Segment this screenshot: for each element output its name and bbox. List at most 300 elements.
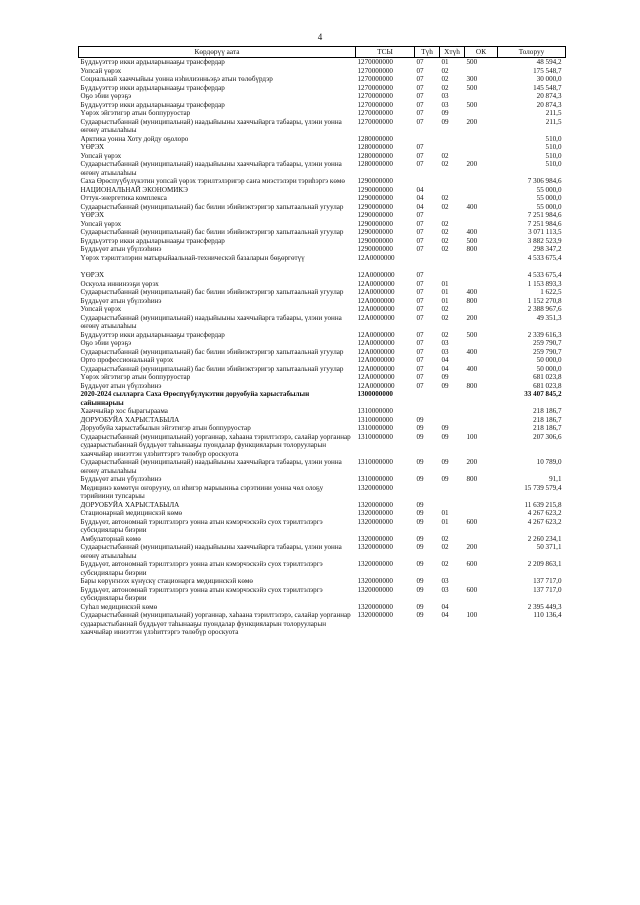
row-name: ДОРУОБУЙА ХАРЫСТАБЫЛА [80, 500, 180, 509]
row-amount: 510,0 [545, 143, 562, 151]
row-amount: 218 186,7 [533, 424, 562, 432]
table-row [79, 271, 566, 280]
table-row [79, 280, 566, 289]
row-name: Бүддьүөт, автономнай тэрилтэлэргэ уонна атын кэмэрчэскэйэ суох тэрилтэлэргэ субсидиялары биэрии [80, 517, 323, 534]
row-tuh-code: 07 [416, 58, 424, 66]
row-xtuh-code: 02 [441, 560, 449, 568]
row-ok-code: 100 [466, 611, 478, 619]
row-ok-code: 400 [466, 288, 478, 296]
row-tuh-code: 09 [416, 577, 424, 585]
row-ok-code [465, 339, 498, 348]
table-row [79, 58, 566, 67]
row-ok-code [465, 577, 498, 586]
row-tsm-code: 1280000000 [357, 151, 393, 160]
row-tuh-code: 09 [416, 560, 424, 568]
row-xtuh-code: 03 [441, 347, 449, 356]
row-ok-code: 200 [466, 458, 478, 466]
row-xtuh-code [440, 484, 465, 501]
row-tuh-code: 07 [416, 211, 424, 219]
table-row [79, 611, 566, 637]
row-xtuh-code: 02 [441, 330, 449, 339]
table-row [79, 186, 566, 195]
row-xtuh-code: 02 [441, 534, 449, 543]
row-xtuh-code: 09 [441, 458, 449, 466]
row-tsm-code [356, 262, 415, 271]
row-tuh-code: 07 [416, 117, 424, 126]
row-name: ҮӨРЭХ [80, 211, 105, 219]
row-xtuh-code: 09 [441, 432, 449, 441]
row-ok-code [465, 501, 498, 510]
row-ok-code: 500 [466, 58, 478, 66]
table-row [79, 416, 566, 425]
row-tsm-code: 12А0000000 [357, 253, 395, 262]
table-row [79, 509, 566, 518]
row-name: Оскуола иннинээҕи үөрэх [80, 279, 159, 288]
row-tuh-code: 07 [416, 305, 424, 313]
row-ok-code [465, 535, 498, 544]
row-name: Судаарыстыбаннай (муниципальнай) наадыйыыны хааччыйарга табаары, үлэни уонна өҥөнү атыылаһыы [80, 117, 342, 134]
table-row [79, 75, 566, 84]
row-ok-code [465, 67, 498, 76]
table-row [79, 228, 566, 237]
column-header-tsm: ТСЫ [356, 47, 415, 58]
row-tsm-code: 12А0000000 [357, 356, 395, 364]
row-tuh-code: 04 [416, 185, 424, 194]
row-tsm-code: 1320000000 [357, 534, 393, 543]
row-tuh-code: 07 [416, 288, 424, 296]
row-ok-code [465, 424, 498, 433]
row-tsm-code: 12А0000000 [357, 364, 395, 373]
row-amount: 4 267 623,2 [527, 509, 562, 517]
table-row [79, 407, 566, 416]
row-amount: 510,0 [545, 151, 562, 160]
row-ok-code: 400 [466, 202, 478, 211]
row-tuh-code: 07 [416, 75, 424, 83]
row-name: Стационарнай медицинскэй көмө [80, 509, 183, 517]
row-ok-code [465, 109, 498, 118]
row-name: Саха Өрөспүүбүлүкэтин уопсай үөрэх тэрилтэлэригэр саҥа миэстэлэри тэриһэргэ көмө [80, 177, 345, 185]
row-amount: 49 351,3 [536, 313, 562, 322]
row-tuh-code: 07 [416, 83, 424, 92]
row-ok-code [465, 186, 498, 195]
row-tsm-code: 1320000000 [357, 585, 393, 594]
row-ok-code: 800 [466, 475, 478, 483]
row-tuh-code: 09 [416, 475, 424, 483]
row-tuh-code: 07 [416, 313, 424, 322]
row-name: Бүддьүөт, автономнай тэрилтэлэргэ уонна атын кэмэрчэскэйэ суох тэрилтэлэргэ субсидиялары биэрии [80, 560, 323, 577]
row-tuh-code: 07 [416, 381, 424, 390]
row-name: Медицинэ көмөтүн оҥорууну, ол иһигэр марыынньа сэрэтиини уонна чөл олоҕу тэрийиини тупсарыы [80, 483, 324, 500]
row-tsm-code: 12А0000000 [357, 296, 395, 305]
row-name: Судаарыстыбаннай (муниципальнай) уорганнар, хаһаана тэрилтэлэрэ, салайар уорганнар судаарыстыбаннай бүддьүөт таһынааҕы пуондалар функцияларын толорууларын хааччыйар иниэттэн үлэһиттэргэ төлөбүр ороскуота [80, 432, 351, 458]
row-tsm-code: 1320000000 [357, 500, 393, 509]
row-amount: 4 533 675,4 [527, 253, 562, 262]
row-name: Уопсай үөрэх [80, 66, 122, 75]
row-amount: 15 739 579,4 [524, 483, 562, 492]
row-tsm-code: 1290000000 [357, 245, 393, 253]
column-header-tuh: Түһ [415, 47, 440, 58]
row-xtuh-code: 02 [441, 202, 449, 211]
row-amount: 4 267 623,2 [527, 517, 562, 526]
table-row [79, 475, 566, 484]
row-ok-code [465, 271, 498, 280]
row-tsm-code: 1290000000 [357, 219, 393, 228]
row-tuh-code: 07 [416, 236, 424, 245]
table-header-row [79, 47, 566, 58]
row-xtuh-code [440, 177, 465, 186]
row-name: Бүддьүэттэр икки ардыларынааҕы трансфердар [80, 100, 225, 109]
row-amount: 7 306 984,6 [527, 177, 562, 185]
row-xtuh-code: 02 [441, 245, 449, 253]
row-tsm-code: 1320000000 [357, 543, 393, 551]
row-ok-code: 600 [466, 585, 478, 594]
row-tsm-code: 1270000000 [357, 92, 393, 100]
row-xtuh-code: 01 [441, 296, 449, 305]
row-amount: 2 339 616,3 [527, 330, 562, 339]
column-header-ok: ОК [465, 47, 498, 58]
row-tsm-code: 1320000000 [357, 602, 393, 611]
row-amount: 175 548,7 [533, 66, 562, 75]
table-body [79, 58, 566, 637]
row-name: Бүддьүөт атын үбүлээһинэ [80, 296, 162, 305]
row-tuh-code: 09 [416, 415, 424, 424]
row-tsm-code: 1320000000 [357, 483, 393, 492]
table-row [79, 101, 566, 110]
row-xtuh-code [440, 271, 465, 280]
row-xtuh-code: 03 [441, 585, 449, 594]
page-number: 4 [317, 32, 323, 42]
row-xtuh-code: 01 [441, 288, 449, 296]
row-amount: 50 000,0 [536, 356, 562, 364]
row-xtuh-code [440, 211, 465, 220]
row-name: Судаарыстыбаннай (муниципальнай) бас билии эбийиэктэригэр хапытаальнай угуулар [80, 202, 344, 211]
row-xtuh-code [440, 186, 465, 195]
row-tuh-code: 07 [416, 66, 424, 75]
row-amount: 48 594,2 [536, 58, 562, 66]
table-row [79, 143, 566, 152]
row-xtuh-code: 02 [441, 151, 449, 160]
row-name: Бүддьүөт атын үбүлээһинэ [80, 245, 162, 253]
row-ok-code: 400 [466, 364, 478, 373]
table-row [79, 586, 566, 603]
table-row [79, 365, 566, 374]
row-ok-code: 500 [466, 100, 478, 109]
row-tsm-code: 1320000000 [357, 517, 393, 526]
row-tuh-code: 07 [416, 109, 424, 117]
table-row [79, 577, 566, 586]
row-tsm-code: 1270000000 [357, 117, 393, 126]
row-tuh-code: 07 [416, 160, 424, 168]
row-tsm-code: 12А0000000 [357, 313, 395, 322]
table-row [79, 535, 566, 544]
row-tuh-code: 07 [416, 271, 424, 279]
table-row [79, 331, 566, 340]
row-amount: 110 136,4 [533, 611, 562, 619]
row-xtuh-code [440, 407, 465, 416]
row-ok-code: 400 [466, 228, 478, 236]
row-amount: 20 874,3 [536, 100, 562, 109]
row-name: Социальнай хааччыйыы уонна нэһилиэнньэҕэ атын төлөбүрдэр [80, 75, 273, 83]
row-amount: 3 882 523,9 [527, 236, 562, 245]
row-ok-code [465, 356, 498, 365]
row-amount: 7 251 984,6 [527, 211, 562, 219]
row-xtuh-code [440, 254, 465, 263]
row-ok-code: 100 [466, 432, 478, 441]
row-tsm-code: 1320000000 [357, 560, 393, 568]
row-xtuh-code [440, 390, 465, 407]
row-ok-code [465, 177, 498, 186]
row-tuh-code: 09 [416, 458, 424, 466]
row-name: ҮӨРЭХ [80, 143, 105, 151]
row-ok-code: 500 [466, 236, 478, 245]
row-xtuh-code: 04 [441, 356, 449, 364]
table-row [79, 67, 566, 76]
table-row [79, 314, 566, 331]
row-ok-code: 600 [466, 560, 478, 568]
column-header-amount: Толоруу [498, 47, 566, 58]
row-tsm-code: 1290000000 [357, 194, 393, 202]
row-tsm-code: 1270000000 [357, 66, 393, 75]
table-row [79, 433, 566, 459]
row-amount: 50 000,0 [536, 364, 562, 373]
row-name: Бары көрүҥнээх күнүскү стационарга медицинскэй көмө [80, 577, 253, 585]
row-xtuh-code: 02 [441, 236, 449, 245]
row-amount: 510,0 [545, 160, 562, 168]
row-name: Судаарыстыбаннай (муниципальнай) наадыйыыны хааччыйарга табаары, үлэни уонна өҥөнү атыылаһыы [80, 458, 342, 475]
row-name: Судаарыстыбаннай (муниципальнай) уорганнар, хаһаана тэрилтэлэрэ, салайар уорганнар судаарыстыбаннай бүддьүөт таһынааҕы пуондалар функцияларын толорууларын хааччыйар иниэттэн үлэһиттэргэ төлөбүр ороскуота [80, 611, 351, 636]
row-tuh-code: 07 [416, 279, 424, 288]
row-ok-code [465, 220, 498, 229]
row-amount: 1 153 893,3 [527, 279, 562, 288]
row-xtuh-code: 03 [441, 577, 449, 585]
row-xtuh-code: 02 [441, 194, 449, 202]
row-tuh-code: 07 [416, 373, 424, 381]
row-tsm-code: 1310000000 [357, 407, 393, 415]
table-row [79, 543, 566, 560]
column-header-name: Көрдөрүү аата [79, 47, 356, 58]
row-amount: 145 548,7 [533, 83, 562, 92]
table-row [79, 203, 566, 212]
row-ok-code [465, 484, 498, 501]
row-xtuh-code: 02 [441, 75, 449, 83]
row-xtuh-code: 04 [441, 611, 449, 619]
row-tsm-code: 1280000000 [357, 143, 393, 151]
row-xtuh-code: 09 [441, 117, 449, 126]
row-amount: 1 622,5 [540, 288, 562, 296]
row-tuh-code [415, 484, 440, 501]
row-ok-code [465, 143, 498, 152]
row-tuh-code: 09 [416, 602, 424, 611]
row-tsm-code: 12А0000000 [357, 305, 395, 313]
row-xtuh-code: 01 [441, 517, 449, 526]
row-name: Уопсай үөрэх [80, 219, 122, 228]
table-row [79, 603, 566, 612]
row-name: Үөрэх тэрилтэлэрин матырыйаальнай-техническэй базаларын бөҕөргөтүү [80, 253, 305, 262]
row-tuh-code: 07 [416, 151, 424, 160]
row-tuh-code: 09 [416, 585, 424, 594]
row-ok-code: 600 [466, 517, 478, 526]
row-ok-code [465, 407, 498, 416]
table-row [79, 254, 566, 263]
column-header-xtuh: Хтүһ [440, 47, 465, 58]
row-amount: 20 874,3 [536, 92, 562, 100]
row-ok-code: 800 [466, 245, 478, 253]
row-tuh-code [415, 262, 440, 271]
row-xtuh-code: 02 [441, 228, 449, 236]
table-row [79, 424, 566, 433]
row-tuh-code: 07 [416, 296, 424, 305]
row-amount: 10 789,0 [536, 458, 562, 466]
row-name: Амбулаторнай көмө [80, 534, 141, 543]
row-amount: 211,5 [545, 109, 562, 117]
row-amount: 3 071 113,5 [528, 228, 562, 236]
row-ok-code: 200 [466, 160, 478, 168]
row-tsm-code: 1300000000 [357, 390, 393, 398]
row-xtuh-code: 02 [441, 305, 449, 313]
row-name: НАЦИОНАЛЬНАЙ ЭКОНОМИКЭ [80, 185, 188, 194]
table-row [79, 245, 566, 254]
row-name: Судаарыстыбаннай (муниципальнай) наадыйыыны хааччыйарга табаары, үлэни уонна өҥөнү атыылаһыы [80, 160, 342, 177]
row-amount: 7 251 984,6 [527, 219, 562, 228]
row-tuh-code: 04 [416, 194, 424, 202]
table-row [79, 560, 566, 577]
row-name: Бүддьүөт, автономнай тэрилтэлэргэ уонна атын кэмэрчэскэйэ суох тэрилтэлэргэ субсидиялары биэрии [80, 585, 323, 602]
table-row [79, 382, 566, 391]
row-xtuh-code: 01 [441, 58, 449, 66]
row-xtuh-code: 04 [441, 602, 449, 611]
row-tsm-code: 1270000000 [357, 100, 393, 109]
row-ok-code: 200 [466, 313, 478, 322]
row-name: Оҕо эбии үөрэҕэ [80, 92, 132, 100]
row-tsm-code: 1320000000 [357, 577, 393, 585]
row-amount [498, 262, 566, 271]
row-amount: 2 260 234,1 [527, 534, 562, 543]
row-tsm-code: 12А0000000 [357, 339, 395, 347]
row-tuh-code: 07 [416, 356, 424, 364]
row-name: Судаарыстыбаннай (муниципальнай) бас билии эбийиэктэригэр хапытаальнай угуулар [80, 288, 344, 296]
row-name: ҮӨРЭХ [80, 271, 105, 279]
row-amount: 298 347,2 [533, 245, 562, 253]
table-row [79, 135, 566, 144]
table-row [79, 458, 566, 475]
row-xtuh-code: 03 [441, 339, 449, 347]
row-amount: 1 152 270,8 [527, 296, 562, 305]
row-tuh-code: 09 [416, 543, 424, 551]
row-tuh-code [415, 135, 440, 144]
table-row [79, 152, 566, 161]
row-xtuh-code: 09 [441, 424, 449, 432]
row-ok-code [465, 262, 498, 271]
row-tsm-code: 1290000000 [357, 236, 393, 245]
table-row [79, 518, 566, 535]
row-xtuh-code: 09 [441, 475, 449, 483]
row-ok-code [465, 92, 498, 101]
row-xtuh-code [440, 416, 465, 425]
row-tuh-code: 09 [416, 432, 424, 441]
row-ok-code [465, 194, 498, 203]
row-tsm-code: 1310000000 [357, 415, 393, 424]
row-xtuh-code: 02 [441, 83, 449, 92]
row-amount: 510,0 [545, 134, 562, 143]
row-name: Суһал медицинскэй көмө [80, 602, 158, 611]
row-amount: 55 000,0 [536, 194, 562, 202]
row-tsm-code: 1270000000 [357, 109, 393, 117]
row-xtuh-code [440, 135, 465, 144]
row-name: Судаарыстыбаннай (муниципальнай) бас билии эбийиэктэригэр хапытаальнай угуулар [80, 364, 344, 373]
row-name: Судаарыстыбаннай (муниципальнай) бас билии эбийиэктэригэр хапытаальнай угуулар [80, 347, 344, 356]
row-xtuh-code [440, 501, 465, 510]
row-name: Уопсай үөрэх [80, 305, 122, 313]
row-tsm-code: 1290000000 [357, 211, 393, 219]
table-row [79, 84, 566, 93]
row-xtuh-code: 02 [441, 219, 449, 228]
row-name: Арктика уонна Хоту дойду оҕолоро [80, 134, 189, 143]
row-amount: 55 000,0 [536, 202, 562, 211]
row-amount: 259 790,7 [533, 339, 562, 347]
row-tsm-code: 1310000000 [357, 432, 393, 441]
row-amount: 11 639 215,8 [524, 500, 562, 509]
row-amount: 137 717,0 [533, 577, 562, 585]
row-amount: 2 395 449,3 [527, 602, 562, 611]
row-tsm-code: 1270000000 [357, 58, 393, 66]
row-tuh-code: 07 [416, 330, 424, 339]
table-row [79, 356, 566, 365]
row-name [79, 262, 356, 271]
row-ok-code [465, 152, 498, 161]
row-xtuh-code: 02 [441, 66, 449, 75]
row-ok-code [465, 603, 498, 612]
budget-table [78, 46, 566, 637]
row-ok-code: 500 [466, 83, 478, 92]
row-tsm-code: 12А0000000 [357, 271, 395, 279]
row-amount: 259 790,7 [533, 347, 562, 356]
row-tuh-code: 07 [416, 245, 424, 253]
row-name: Доруобуйа харыстабылын эйгэтигэр атын боппуруостар [80, 424, 251, 432]
row-amount: 137 717,0 [533, 585, 562, 594]
row-amount: 50 371,1 [536, 543, 562, 551]
table-row [79, 484, 566, 501]
row-tuh-code: 09 [416, 534, 424, 543]
row-tsm-code: 12А0000000 [357, 330, 395, 339]
table-row [79, 348, 566, 357]
row-name: Бүддьүэттэр икки ардыларынааҕы трансфердар [80, 236, 225, 245]
row-tsm-code: 1320000000 [357, 611, 393, 619]
row-xtuh-code: 09 [441, 381, 449, 390]
row-amount: 33 407 845,2 [524, 390, 562, 398]
row-amount: 2 388 967,6 [527, 305, 562, 313]
row-ok-code: 200 [466, 117, 478, 126]
table-row [79, 118, 566, 135]
row-tuh-code: 09 [416, 611, 424, 619]
row-xtuh-code: 01 [441, 509, 449, 517]
row-tsm-code: 1270000000 [357, 83, 393, 92]
row-tuh-code [415, 254, 440, 263]
row-ok-code: 500 [466, 330, 478, 339]
row-tuh-code: 07 [416, 364, 424, 373]
row-tsm-code: 1280000000 [357, 134, 393, 143]
row-name: Судаарыстыбаннай (муниципальнай) наадыйыыны хааччыйарга табаары, үлэни уонна өҥөнү атыылаһыы [80, 313, 342, 330]
row-tsm-code: 12А0000000 [357, 373, 395, 381]
row-name: Үөрэх эйгэтигэр атын боппуруостар [80, 373, 191, 381]
row-ok-code: 300 [466, 75, 478, 83]
row-amount: 218 186,7 [533, 415, 562, 424]
row-tsm-code: 1290000000 [357, 228, 393, 236]
row-amount: 91,1 [549, 475, 562, 483]
table-row [79, 373, 566, 382]
row-amount: 55 000,0 [536, 185, 562, 194]
row-tsm-code: 1310000000 [357, 424, 393, 432]
table-row [79, 92, 566, 101]
